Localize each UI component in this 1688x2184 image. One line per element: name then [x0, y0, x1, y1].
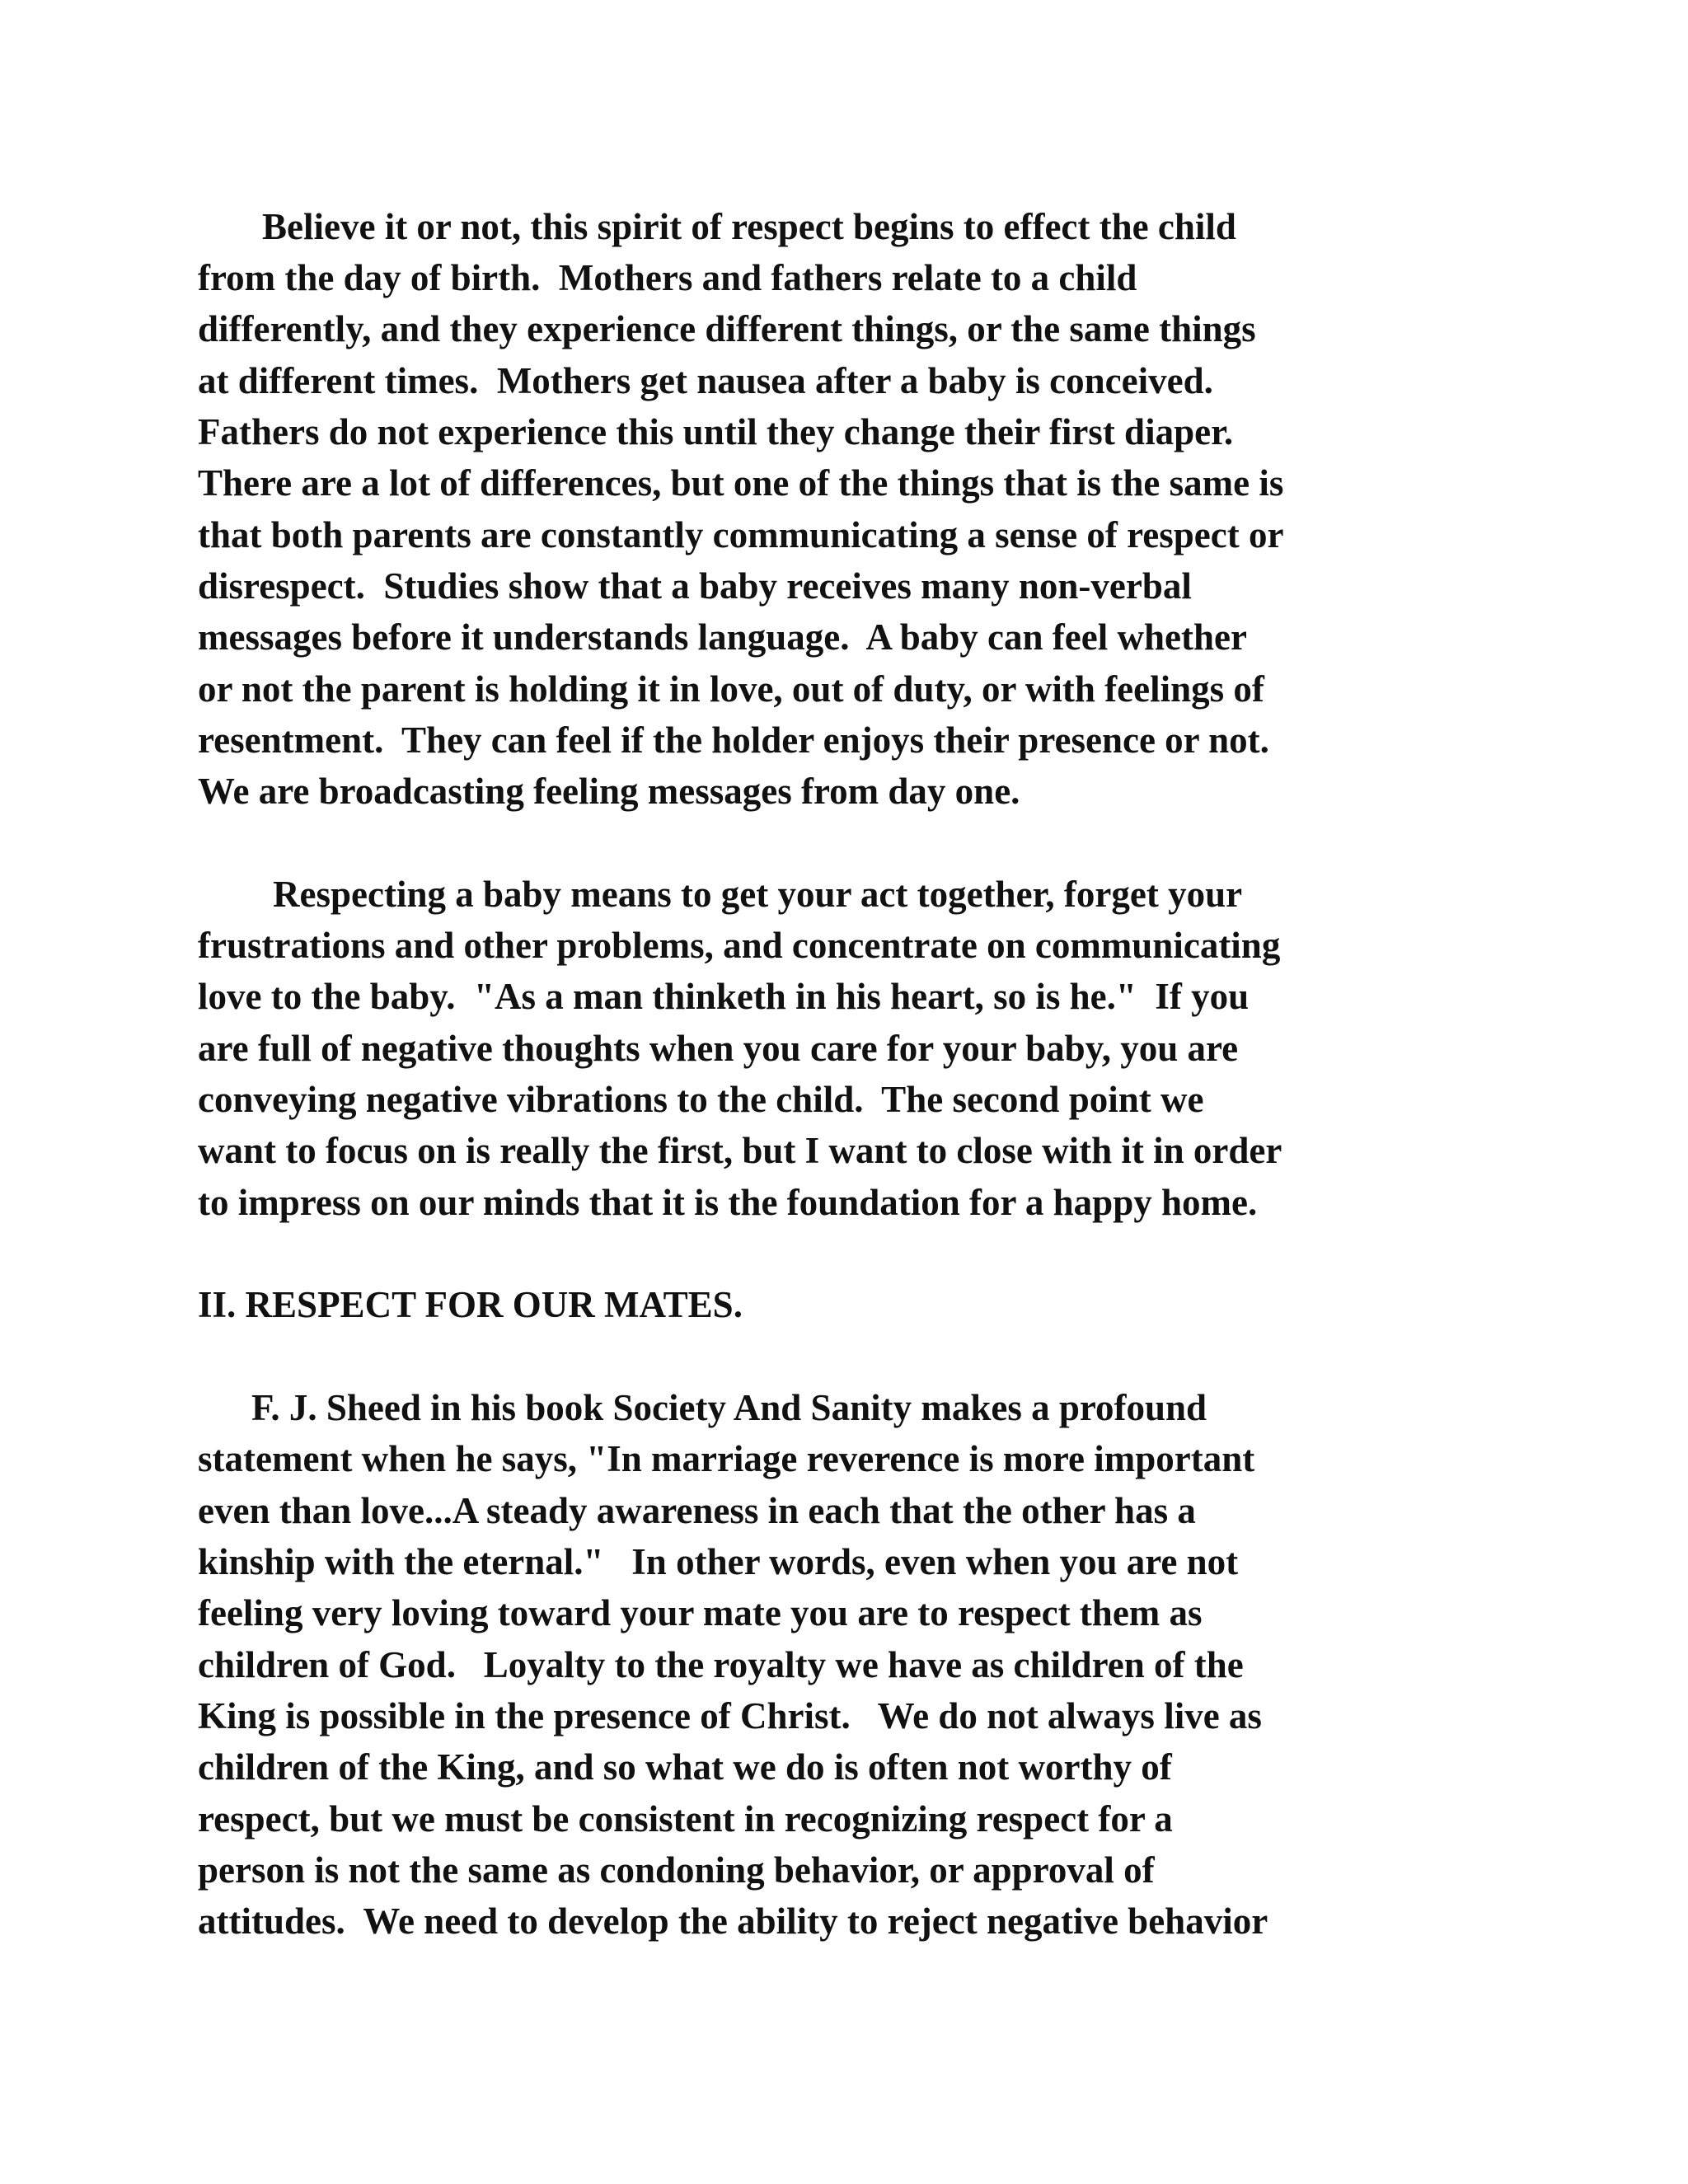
paragraph-3-line-4: kinship with the eternal." In other words, even when you are not — [198, 1541, 1239, 1582]
paragraph-1-line-11: resentment. They can feel if the holder enjoys their presence or not. — [198, 719, 1269, 761]
paragraph-3-line-5: feeling very loving toward your mate you are to respect them as — [198, 1592, 1203, 1633]
paragraph-1-line-7: that both parents are constantly communicating a sense of respect or — [198, 514, 1284, 555]
paragraph-2-line-5: conveying negative vibrations to the child. The second point we — [198, 1079, 1204, 1120]
paragraph-1-line-8: disrespect. Studies show that a baby receives many non-verbal — [198, 565, 1192, 607]
section-heading: II. RESPECT FOR OUR MATES. — [198, 1284, 743, 1325]
paragraph-1-line-12: We are broadcasting feeling messages from day one. — [198, 771, 1020, 812]
paragraph-2-line-2: frustrations and other problems, and concentrate on communicating — [198, 925, 1281, 966]
paragraph-3-line-7: King is possible in the presence of Christ. We do not always live as — [198, 1695, 1262, 1736]
paragraph-3-line-1: F. J. Sheed in his book Society And Sanity makes a profound — [251, 1387, 1207, 1428]
paragraph-3-line-10: person is not the same as condoning behavior, or approval of — [198, 1849, 1155, 1891]
paragraph-2-line-3: love to the baby. "As a man thinketh in his heart, so is he." If you — [198, 976, 1250, 1017]
paragraph-3-line-8: children of the King, and so what we do is often not worthy of — [198, 1746, 1172, 1788]
paragraph-2-line-7: to impress on our minds that it is the foundation for a happy home. — [198, 1182, 1258, 1223]
paragraph-2-line-1: Respecting a baby means to get your act together, forget your — [273, 874, 1243, 915]
paragraph-3-line-11: attitudes. We need to develop the ability to reject negative behavior — [198, 1900, 1268, 1942]
paragraph-3-line-6: children of God. Loyalty to the royalty we have as children of the — [198, 1644, 1244, 1685]
paragraph-1-line-9: messages before it understands language. A baby can feel whether — [198, 616, 1247, 658]
paragraph-1-line-4: at different times. Mothers get nausea after a baby is conceived. — [198, 360, 1213, 401]
paragraph-2-line-4: are full of negative thoughts when you care for your baby, you are — [198, 1028, 1239, 1069]
paragraph-3-line-9: respect, but we must be consistent in recognizing respect for a — [198, 1798, 1173, 1840]
paragraph-1-line-3: differently, and they experience different things, or the same things — [198, 308, 1256, 349]
paragraph-2-line-6: want to focus on is really the first, but I want to close with it in order — [198, 1130, 1282, 1171]
paragraph-1-line-5: Fathers do not experience this until they change their first diaper. — [198, 411, 1234, 452]
paragraph-3-line-3: even than love...A steady awareness in each that the other has a — [198, 1490, 1196, 1531]
paragraph-1-line-6: There are a lot of differences, but one of the things that is the same is — [198, 462, 1284, 504]
paragraph-3-line-2: statement when he says, "In marriage reverence is more important — [198, 1438, 1255, 1479]
paragraph-1-line-10: or not the parent is holding it in love, out of duty, or with feelings of — [198, 668, 1264, 710]
paragraph-1-line-1: Believe it or not, this spirit of respect begins to effect the child — [262, 206, 1236, 247]
paragraph-1-line-2: from the day of birth. Mothers and fathers relate to a child — [198, 257, 1137, 298]
